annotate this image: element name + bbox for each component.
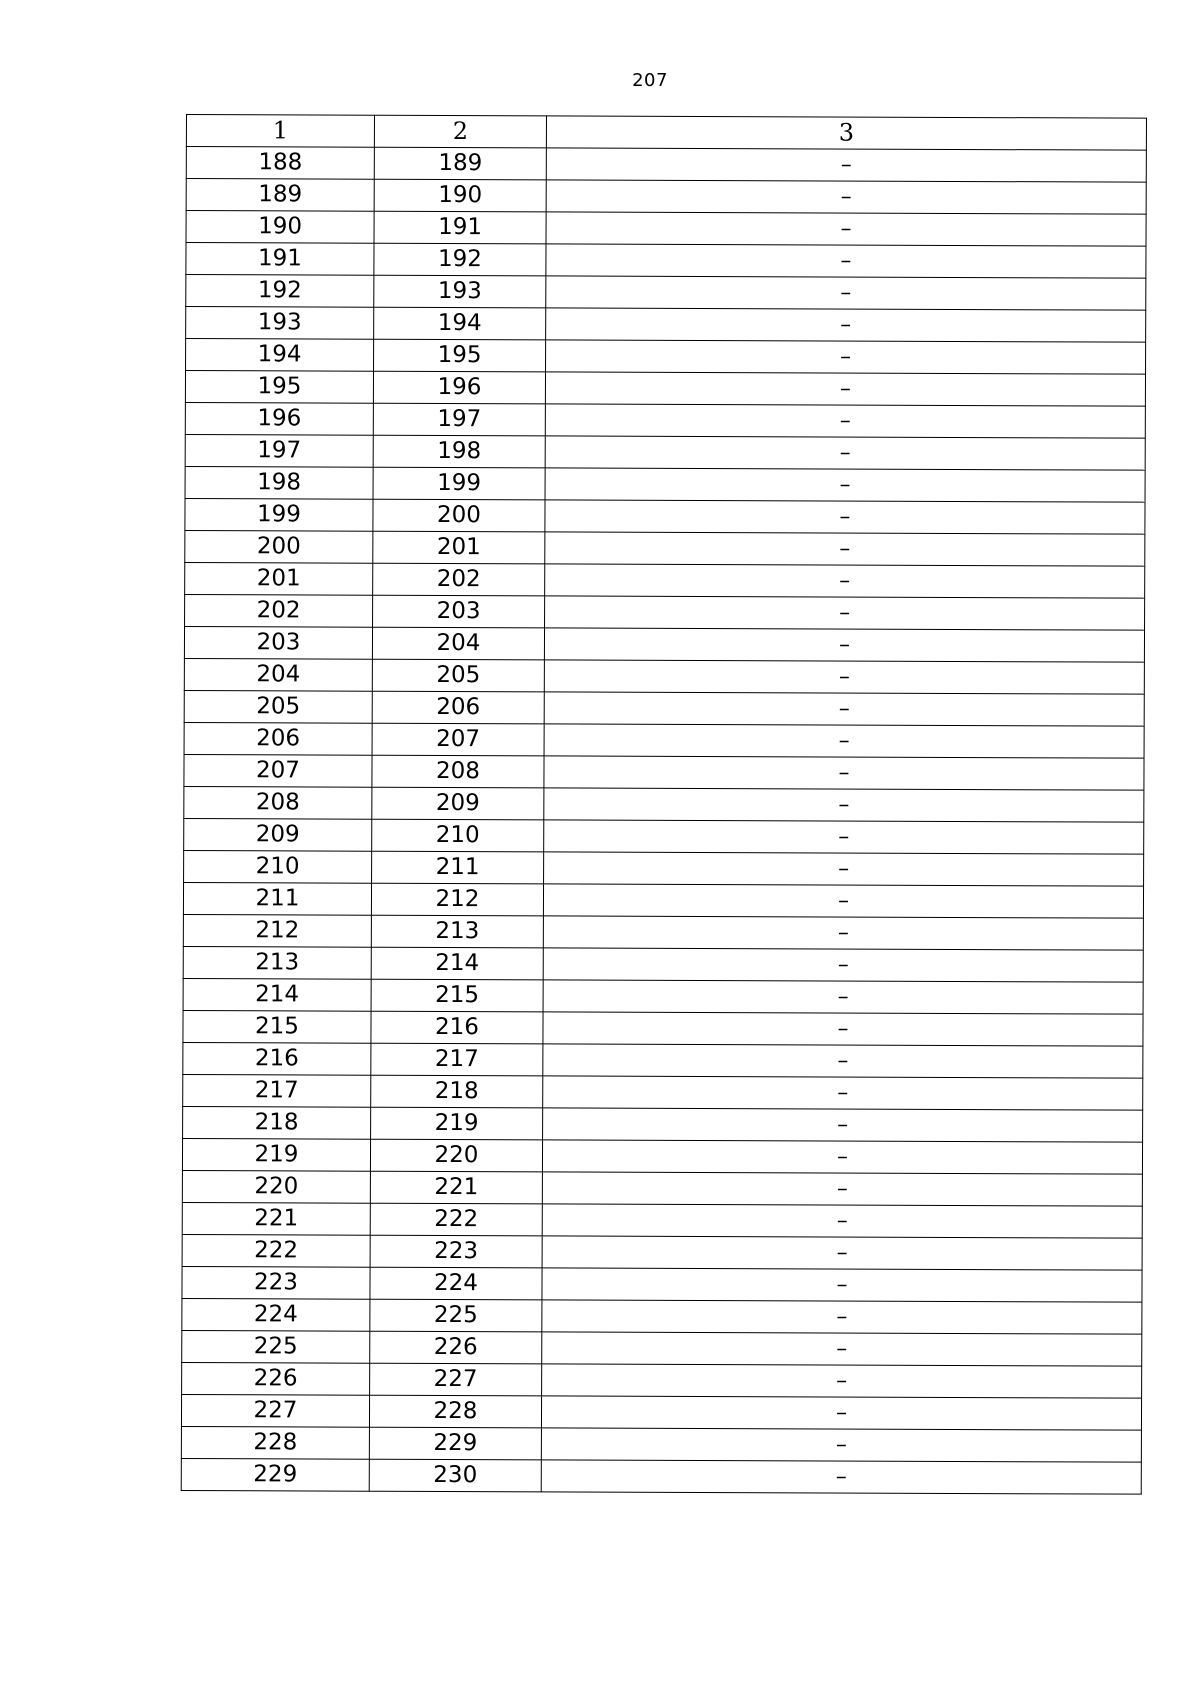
table-cell-col3: – <box>543 916 1143 950</box>
table-cell-col1: 211 <box>183 882 371 915</box>
table-cell-col1: 227 <box>181 1394 369 1427</box>
table-cell-col1: 218 <box>183 1106 371 1139</box>
table-row <box>185 530 1145 566</box>
table-row <box>186 243 1146 279</box>
column-header-1: 1 <box>186 115 374 148</box>
table-cell-col2: 190 <box>374 179 546 212</box>
table-cell-col3: – <box>541 1460 1141 1494</box>
table-cell-col1: 221 <box>182 1202 370 1235</box>
column-header-2: 2 <box>374 115 546 148</box>
table-cell-col1: 212 <box>183 914 371 947</box>
table-row <box>185 466 1145 502</box>
table-cell-col3: – <box>543 1076 1143 1110</box>
table-cell-col1: 194 <box>186 339 374 372</box>
table-cell-col2: 193 <box>374 275 546 308</box>
table-cell-col2: 206 <box>372 691 544 724</box>
table-row <box>186 211 1146 247</box>
table-cell-col1: 217 <box>183 1074 371 1107</box>
table-row <box>184 658 1144 694</box>
table-header <box>186 115 1146 151</box>
table-cell-col3: – <box>545 500 1145 534</box>
table-body <box>181 147 1146 1495</box>
table-row <box>184 626 1144 662</box>
table-row <box>184 722 1144 758</box>
table-cell-col3: – <box>542 1204 1142 1238</box>
table-row <box>186 275 1146 311</box>
table-cell-col3: – <box>542 1172 1142 1206</box>
table-cell-col3: – <box>546 308 1146 342</box>
table-cell-col1: 204 <box>184 658 372 691</box>
table-cell-col2: 210 <box>372 819 544 852</box>
table-cell-col3: – <box>544 788 1144 822</box>
table-cell-col3: – <box>542 1332 1142 1366</box>
table-cell-col3: – <box>542 1364 1142 1398</box>
table-cell-col3: – <box>543 1044 1143 1078</box>
table-cell-col2: 222 <box>370 1203 542 1236</box>
table-cell-col1: 199 <box>185 498 373 531</box>
table-row <box>181 1394 1141 1430</box>
table-cell-col1: 201 <box>185 562 373 595</box>
table-cell-col1: 195 <box>185 371 373 404</box>
table-cell-col2: 202 <box>373 563 545 596</box>
data-table-container <box>181 114 1146 1495</box>
table-cell-col2: 230 <box>369 1459 541 1492</box>
table-cell-col3: – <box>544 692 1144 726</box>
table-cell-col2: 220 <box>370 1139 542 1172</box>
table-cell-col2: 204 <box>372 627 544 660</box>
table-row <box>186 147 1146 183</box>
table-cell-col2: 224 <box>370 1267 542 1300</box>
table-cell-col2: 225 <box>370 1299 542 1332</box>
table-row <box>184 754 1144 790</box>
table-cell-col1: 189 <box>186 179 374 212</box>
table-row <box>182 1362 1142 1398</box>
table-cell-col3: – <box>545 468 1145 502</box>
table-row <box>182 1266 1142 1302</box>
table-cell-col3: – <box>546 212 1146 246</box>
table-row <box>183 882 1143 918</box>
table-cell-col3: – <box>546 340 1146 374</box>
table-row <box>182 1170 1142 1206</box>
table-row <box>185 371 1145 407</box>
table-cell-col1: 216 <box>183 1042 371 1075</box>
table-cell-col2: 203 <box>373 595 545 628</box>
table-cell-col3: – <box>542 1140 1142 1174</box>
table-row <box>184 786 1144 822</box>
table-row <box>181 1426 1141 1462</box>
table-cell-col2: 194 <box>374 307 546 340</box>
table-cell-col3: – <box>544 660 1144 694</box>
table-cell-col2: 197 <box>373 403 545 436</box>
table-cell-col1: 198 <box>185 466 373 499</box>
table-cell-col2: 200 <box>373 499 545 532</box>
table-cell-col3: – <box>543 884 1143 918</box>
table-cell-col1: 191 <box>186 243 374 276</box>
table-cell-col2: 218 <box>371 1075 543 1108</box>
table-cell-col1: 200 <box>185 530 373 563</box>
table-cell-col2: 198 <box>373 435 545 468</box>
table-row <box>182 1234 1142 1270</box>
table-cell-col3: – <box>543 980 1143 1014</box>
table-cell-col3: – <box>544 852 1144 886</box>
table-cell-col2: 214 <box>371 947 543 980</box>
table-row <box>181 1458 1141 1494</box>
table-row <box>186 339 1146 375</box>
table-row <box>182 1298 1142 1334</box>
table-row <box>182 1138 1142 1174</box>
table-row <box>183 1106 1143 1142</box>
table-cell-col2: 211 <box>372 851 544 884</box>
table-cell-col1: 223 <box>182 1266 370 1299</box>
table-cell-col3: – <box>542 1300 1142 1334</box>
table-row <box>185 562 1145 598</box>
table-cell-col2: 215 <box>371 979 543 1012</box>
table-cell-col3: – <box>541 1396 1141 1430</box>
table-row <box>183 946 1143 982</box>
table-row <box>184 690 1144 726</box>
table-cell-col3: – <box>545 564 1145 598</box>
table-cell-col2: 192 <box>374 243 546 276</box>
table-cell-col1: 207 <box>184 754 372 787</box>
table-row <box>185 498 1145 534</box>
table-cell-col3: – <box>544 820 1144 854</box>
table-cell-col2: 199 <box>373 467 545 500</box>
table-row <box>184 850 1144 886</box>
table-cell-col2: 196 <box>373 371 545 404</box>
table-row <box>185 594 1145 630</box>
table-cell-col2: 227 <box>370 1363 542 1396</box>
table-row <box>184 818 1144 854</box>
table-cell-col1: 197 <box>185 434 373 467</box>
table-row <box>185 402 1145 438</box>
table-cell-col1: 219 <box>182 1138 370 1171</box>
table-cell-col1: 193 <box>186 307 374 340</box>
table-cell-col2: 189 <box>374 147 546 180</box>
table-cell-col2: 217 <box>371 1043 543 1076</box>
table-cell-col1: 205 <box>184 690 372 723</box>
table-cell-col3: – <box>544 724 1144 758</box>
table-cell-col3: – <box>544 756 1144 790</box>
header-row <box>186 115 1146 151</box>
table-cell-col1: 225 <box>182 1330 370 1363</box>
table-cell-col1: 215 <box>183 1010 371 1043</box>
table-cell-col1: 209 <box>184 818 372 851</box>
table-cell-col2: 207 <box>372 723 544 756</box>
table-cell-col1: 213 <box>183 946 371 979</box>
table-cell-col3: – <box>541 1428 1141 1462</box>
data-table <box>181 114 1147 1495</box>
table-cell-col3: – <box>545 596 1145 630</box>
table-cell-col1: 224 <box>182 1298 370 1331</box>
table-cell-col2: 201 <box>373 531 545 564</box>
table-cell-col2: 219 <box>371 1107 543 1140</box>
table-cell-col2: 229 <box>369 1427 541 1460</box>
table-cell-col3: – <box>546 244 1146 278</box>
table-cell-col3: – <box>546 148 1146 182</box>
table-row <box>185 434 1145 470</box>
table-cell-col1: 226 <box>182 1362 370 1395</box>
table-row <box>183 1010 1143 1046</box>
table-row <box>183 978 1143 1014</box>
table-cell-col3: – <box>542 1268 1142 1302</box>
table-cell-col2: 216 <box>371 1011 543 1044</box>
table-row <box>182 1202 1142 1238</box>
table-cell-col3: – <box>545 372 1145 406</box>
table-cell-col1: 196 <box>185 402 373 435</box>
column-header-3: 3 <box>546 116 1146 150</box>
table-cell-col2: 191 <box>374 211 546 244</box>
table-cell-col1: 202 <box>185 594 373 627</box>
table-cell-col3: – <box>543 948 1143 982</box>
table-cell-col2: 212 <box>371 883 543 916</box>
table-cell-col1: 208 <box>184 786 372 819</box>
table-cell-col1: 229 <box>181 1458 369 1491</box>
table-cell-col3: – <box>546 180 1146 214</box>
table-cell-col3: – <box>545 532 1145 566</box>
table-row <box>183 1074 1143 1110</box>
table-cell-col1: 188 <box>186 147 374 180</box>
table-cell-col3: – <box>542 1236 1142 1270</box>
table-cell-col3: – <box>543 1108 1143 1142</box>
table-cell-col3: – <box>545 404 1145 438</box>
table-cell-col2: 221 <box>370 1171 542 1204</box>
table-cell-col1: 222 <box>182 1234 370 1267</box>
table-cell-col1: 192 <box>186 275 374 308</box>
page-number: 207 <box>632 70 668 91</box>
table-cell-col3: – <box>545 436 1145 470</box>
table-cell-col1: 214 <box>183 978 371 1011</box>
table-cell-col2: 226 <box>370 1331 542 1364</box>
table-cell-col1: 228 <box>181 1426 369 1459</box>
table-cell-col1: 206 <box>184 722 372 755</box>
table-row <box>182 1330 1142 1366</box>
table-cell-col1: 220 <box>182 1170 370 1203</box>
table-cell-col2: 195 <box>374 339 546 372</box>
table-cell-col2: 205 <box>372 659 544 692</box>
table-row <box>186 307 1146 343</box>
table-cell-col1: 203 <box>184 626 372 659</box>
table-row <box>186 179 1146 215</box>
table-cell-col2: 213 <box>371 915 543 948</box>
table-cell-col2: 228 <box>369 1395 541 1428</box>
table-cell-col3: – <box>543 1012 1143 1046</box>
table-row <box>183 1042 1143 1078</box>
table-cell-col1: 190 <box>186 211 374 244</box>
table-cell-col2: 223 <box>370 1235 542 1268</box>
table-cell-col2: 208 <box>372 755 544 788</box>
table-cell-col3: – <box>546 276 1146 310</box>
table-cell-col2: 209 <box>372 787 544 820</box>
table-cell-col1: 210 <box>184 850 372 883</box>
table-row <box>183 914 1143 950</box>
table-cell-col3: – <box>544 628 1144 662</box>
